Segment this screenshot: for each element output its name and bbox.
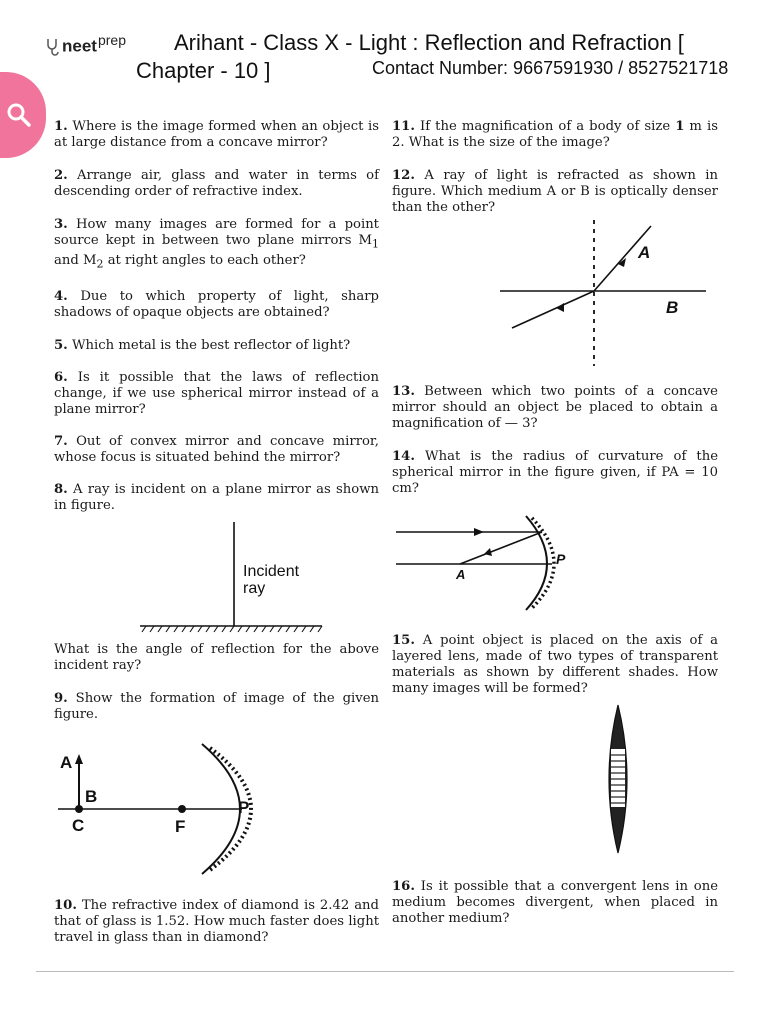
question-14: 14. What is the radius of curvature of the spherical mirror in the figure given, if PA = 10 cm? <box>392 449 718 496</box>
label-A: A <box>60 753 73 772</box>
question-5: 5. Which metal is the best reflector of light? <box>54 338 351 354</box>
incident-ray-label: Incident <box>243 563 300 580</box>
question-8-followup: What is the angle of reflection for the above incident ray? <box>54 642 379 673</box>
label-medium-B: B <box>666 298 679 317</box>
incident-ray-label-2: ray <box>243 580 266 597</box>
question-3: 3. How many images are formed for a point source kept in between two plane mirrors $M_1$ and $M_2$ at right angles to each other? <box>54 217 379 271</box>
figure-spherical-mirror <box>392 514 582 614</box>
search-button[interactable] <box>0 72 46 158</box>
neetprep-logo <box>44 32 126 57</box>
question-16: 16. Is it possible that a convergent lens in one medium becomes divergent, when placed in another medium? <box>392 879 718 926</box>
question-12: 12. A ray of light is refracted as shown in figure. Which medium A or B is optically denser than the other? <box>392 168 718 215</box>
question-1: 1. Where is the image formed when an object is at large distance from a concave mirror? <box>54 119 379 150</box>
footer-divider <box>36 971 734 972</box>
figure-plane-mirror <box>130 518 330 638</box>
label-medium-A: A <box>638 243 651 262</box>
question-9: 9. Show the formation of image of the given figure. <box>54 691 379 722</box>
question-13: 13. Between which two points of a concave mirror should an object be placed to obtain a magnification of — 3? <box>392 384 718 431</box>
logo-text: neet <box>62 36 97 56</box>
figure-layered-lens <box>598 703 638 855</box>
label-C: C <box>72 816 85 835</box>
question-11: 11. If the magnification of a body of size 1 m is 2. What is the size of the image? <box>392 119 718 150</box>
question-2: 2. Arrange air, glass and water in terms of descending order of refractive index. <box>54 168 379 199</box>
question-10: 10. The refractive index of diamond is 2.42 and that of glass is 1.52. How much faster does light travel in glass than in diamond? <box>54 898 379 945</box>
stethoscope-icon <box>44 37 62 57</box>
label-P: P <box>556 551 566 567</box>
question-4: 4. Due to which property of light, sharp shadows of opaque objects are obtained? <box>54 289 379 321</box>
chapter-label: Chapter - 10 ] <box>136 58 271 83</box>
search-icon <box>6 102 32 128</box>
question-7: 7. Out of convex mirror and concave mirror, whose focus is situated behind the mirror? <box>54 434 379 466</box>
figure-refraction <box>498 218 708 368</box>
question-8: 8. A ray is incident on a plane mirror as shown in figure. <box>54 482 379 514</box>
contact-number: Contact Number: 9667591930 / 8527521718 <box>372 58 729 78</box>
page-title: Arihant - Class X - Light : Reflection and Refraction [ <box>174 30 684 55</box>
label-F: F <box>175 817 186 836</box>
question-15: 15. A point object is placed on the axis of a layered lens, made of two types of transparent materials as shown by different shades. How many images will be formed? <box>392 633 718 696</box>
label-P: P <box>238 798 250 817</box>
label-A: A <box>456 567 466 582</box>
logo-sup: prep <box>97 32 126 48</box>
question-6: 6. Is it possible that the laws of reflection change, if we use spherical mirror instead of a plane mirror? <box>54 370 379 418</box>
label-B: B <box>85 787 98 806</box>
figure-concave-mirror-object <box>52 738 262 878</box>
